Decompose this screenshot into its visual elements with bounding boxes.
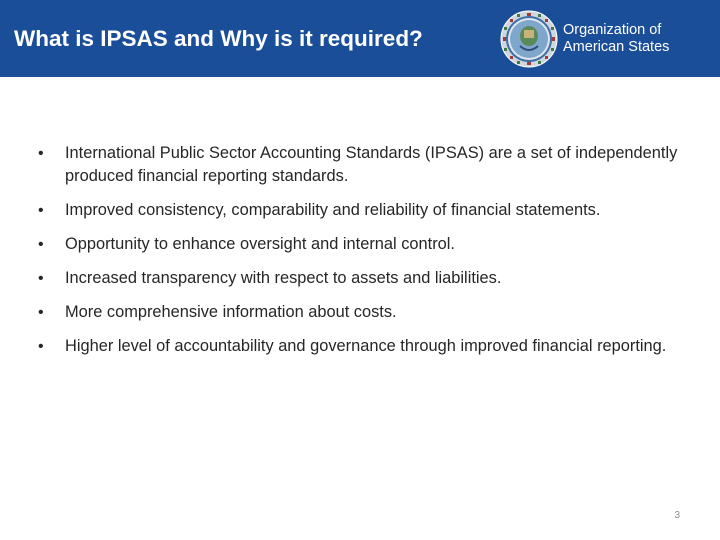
header-bar [0, 0, 720, 77]
bullet-icon: • [38, 338, 44, 355]
bullet-item [38, 301, 688, 324]
bullet-text: Improved consistency, comparability and reliability of financial statements. [65, 201, 601, 219]
bullet-text: More comprehensive information about costs. [65, 303, 397, 321]
page-number: 3 [674, 510, 680, 521]
bullet-item [38, 142, 688, 188]
bullet-text: International Public Sector Accounting Standards (IPSAS) are a set of independently produced financial reporting standards. [65, 144, 678, 185]
bullet-text: Higher level of accountability and governance through improved financial reporting. [65, 337, 667, 355]
bullet-list [38, 142, 688, 358]
bullet-text: Opportunity to enhance oversight and internal control. [65, 235, 455, 253]
bullet-icon: • [38, 236, 44, 253]
oas-logo [500, 10, 712, 70]
bullet-item [38, 267, 688, 290]
logo-line-1: Organization of [563, 22, 662, 38]
content-area [38, 142, 688, 369]
slide-title: What is IPSAS and Why is it required? [14, 26, 423, 51]
bullet-item [38, 335, 688, 358]
bullet-icon: • [38, 270, 44, 287]
bullet-icon: • [38, 202, 44, 219]
oas-seal-icon [500, 10, 558, 68]
logo-text [563, 22, 669, 56]
bullet-item [38, 199, 688, 222]
logo-line-2: American States [563, 39, 670, 55]
bullet-text: Increased transparency with respect to assets and liabilities. [65, 269, 502, 287]
bullet-icon: • [38, 304, 44, 321]
bullet-icon: • [38, 145, 44, 162]
bullet-item [38, 233, 688, 256]
